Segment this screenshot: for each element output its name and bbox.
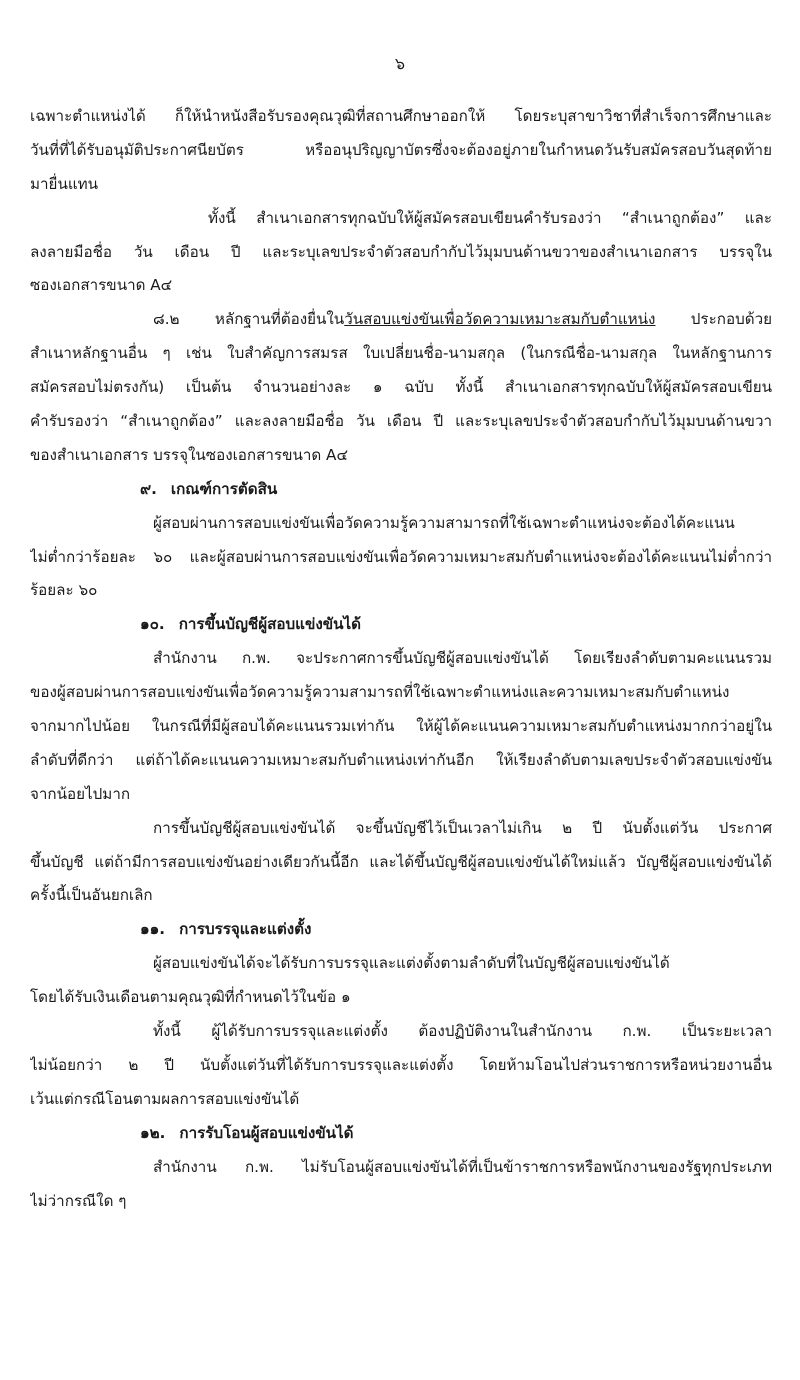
page-number: ๖ xyxy=(394,54,406,73)
text-line: ไม่ว่ากรณีใด ๆ xyxy=(30,1191,127,1210)
document-body xyxy=(30,100,772,1218)
text-line: โดยได้รับเงินเดือนตามคุณวุฒิที่กำหนดไว้ในข้อ ๑ xyxy=(30,988,351,1007)
section-9 xyxy=(30,473,772,609)
text-line: สำนักงาน ก.พ. จะประกาศการขึ้นบัญชีผู้สอบแข่งขันได้ โดยเรียงลำดับตามคะแนนรวม xyxy=(153,649,772,668)
text-line: ครั้งนี้เป็นอันยกเลิก xyxy=(30,886,153,905)
text-line: มายื่นแทน xyxy=(30,174,99,193)
paragraph-continuation xyxy=(30,100,772,202)
text-line: ซองเอกสารขนาด A๔ xyxy=(30,276,173,295)
text-line: จากน้อยไปมาก xyxy=(30,784,131,803)
text-line: ขึ้นบัญชี แต่ถ้ามีการสอบแข่งขันอย่างเดียวกันนี้อีก และได้ขึ้นบัญชีผู้สอบแข่งขันได้ใหม่แล้ว บัญชีผู้สอบแข่งขันได้ xyxy=(30,852,772,871)
underlined-text: วันสอบแข่งขันเพื่อวัดความเหมาะสมกับตำแหน่ง xyxy=(344,310,656,329)
text-fragment: ประกอบด้วย xyxy=(655,310,772,329)
text-line: เฉพาะตำแหน่งได้ ก็ให้นำหนังสือรับรองคุณวุฒิที่สถานศึกษาออกให้ โดยระบุสาขาวิชาที่สำเร็จการศึกษาและ xyxy=(30,107,772,125)
text-line: ทั้งนี้ ผู้ได้รับการบรรจุและแต่งตั้ง ต้องปฏิบัติงานในสำนักงาน ก.พ. เป็นระยะเวลา xyxy=(153,1022,772,1041)
text-line: ลำดับที่ดีกว่า แต่ถ้าได้คะแนนความเหมาะสมกับตำแหน่งเท่ากันอีก ให้เรียงลำดับตามเลขประจำตัวสอบแข่งขัน xyxy=(30,750,772,769)
text-line: ไม่ต่ำกว่าร้อยละ ๖๐ และผู้สอบผ่านการสอบแข่งขันเพื่อวัดความเหมาะสมกับตำแหน่งจะต้องได้คะแนนไม่ต่ำกว่า xyxy=(30,547,772,566)
text-line: ของผู้สอบผ่านการสอบแข่งขันเพื่อวัดความรู้ความสามารถที่ใช้เฉพาะตำแหน่งและความเหมาะสมกับตำแหน่ง xyxy=(30,683,730,702)
section-title: การบรรจุและแต่งตั้ง xyxy=(179,920,312,939)
text-line: ผู้สอบผ่านการสอบแข่งขันเพื่อวัดความรู้ความสามารถที่ใช้เฉพาะตำแหน่งจะต้องได้คะแนน xyxy=(153,513,735,532)
section-11 xyxy=(30,913,772,1116)
text-line: คำรับรองว่า “สำเนาถูกต้อง” และลงลายมือชื่อ วัน เดือน ปี และระบุเลขประจำตัวสอบกำกับไว้มุมบนด้านขวา xyxy=(30,412,772,431)
text-line: เว้นแต่กรณีโอนตามผลการสอบแข่งขันได้ xyxy=(30,1089,300,1108)
text-line: ผู้สอบแข่งขันได้จะได้รับการบรรจุและแต่งตั้งตามลำดับที่ในบัญชีผู้สอบแข่งขันได้ xyxy=(153,954,670,973)
text-line: ร้อยละ ๖๐ xyxy=(30,581,98,600)
section-title: การขึ้นบัญชีผู้สอบแข่งขันได้ xyxy=(178,615,362,634)
text-line xyxy=(30,303,772,337)
section-heading xyxy=(30,913,772,947)
section-heading xyxy=(30,608,772,642)
text-line: สำนักงาน ก.พ. ไม่รับโอนผู้สอบแข่งขันได้ที่เป็นข้าราชการหรือพนักงานของรัฐทุกประเภท xyxy=(153,1157,772,1176)
text-line: การขึ้นบัญชีผู้สอบแข่งขันได้ จะขึ้นบัญชีไว้เป็นเวลาไม่เกิน ๒ ปี นับตั้งแต่วัน ประกาศ xyxy=(153,818,772,837)
paragraph-copy-certification xyxy=(30,202,772,304)
section-title: การรับโอนผู้สอบแข่งขันได้ xyxy=(179,1123,354,1142)
text-fragment: ๘.๒ หลักฐานที่ต้องยื่นใน xyxy=(153,310,345,329)
section-number: ๑๐. xyxy=(140,615,165,634)
section-number: ๑๒. xyxy=(140,1123,166,1142)
text-line: สมัครสอบไม่ตรงกัน) เป็นต้น จำนวนอย่างละ ๑ ฉบับ ทั้งนี้ สำเนาเอกสารทุกฉบับให้ผู้สมัครสอบเขียน xyxy=(30,378,772,397)
text-line: ของสำเนาเอกสาร บรรจุในซองเอกสารขนาด A๔ xyxy=(30,445,348,464)
section-title: เกณฑ์การตัดสิน xyxy=(170,479,278,498)
text-line: จากมากไปน้อย ในกรณีที่มีผู้สอบได้คะแนนรวมเท่ากัน ให้ผู้ได้คะแนนความเหมาะสมกับตำแหน่งมากกว่าอยู่ใน xyxy=(30,717,772,736)
text-line: ลงลายมือชื่อ วัน เดือน ปี และระบุเลขประจำตัวสอบกำกับไว้มุมบนด้านขวาของสำเนาเอกสาร บรรจุใน xyxy=(30,242,772,261)
text-line: สำเนาหลักฐานอื่น ๆ เช่น ใบสำคัญการสมรส ใบเปลี่ยนชื่อ-นามสกุล (ในกรณีชื่อ-นามสกุล ในหลักฐานการ xyxy=(30,344,772,363)
section-10 xyxy=(30,608,772,913)
text-line: ไม่น้อยกว่า ๒ ปี นับตั้งแต่วันที่ได้รับการบรรจุและแต่งตั้ง โดยห้ามโอนไปส่วนราชการหรือหน่วยงานอื่น xyxy=(30,1055,772,1074)
section-12 xyxy=(30,1117,772,1219)
section-number: ๙. xyxy=(140,479,157,498)
text-line: วันที่ที่ได้รับอนุมัติประกาศนียบัตร หรืออนุปริญญาบัตรซึ่งจะต้องอยู่ภายในกำหนดวันรับสมัครสอบวันสุดท้าย xyxy=(30,140,772,159)
section-heading xyxy=(30,1117,772,1151)
text-line: ทั้งนี้ สำเนาเอกสารทุกฉบับให้ผู้สมัครสอบเขียนคำรับรองว่า “สำเนาถูกต้อง” และ xyxy=(208,208,772,227)
paragraph-8-2 xyxy=(30,303,772,472)
section-number: ๑๑. xyxy=(140,920,166,939)
section-heading xyxy=(30,473,772,507)
